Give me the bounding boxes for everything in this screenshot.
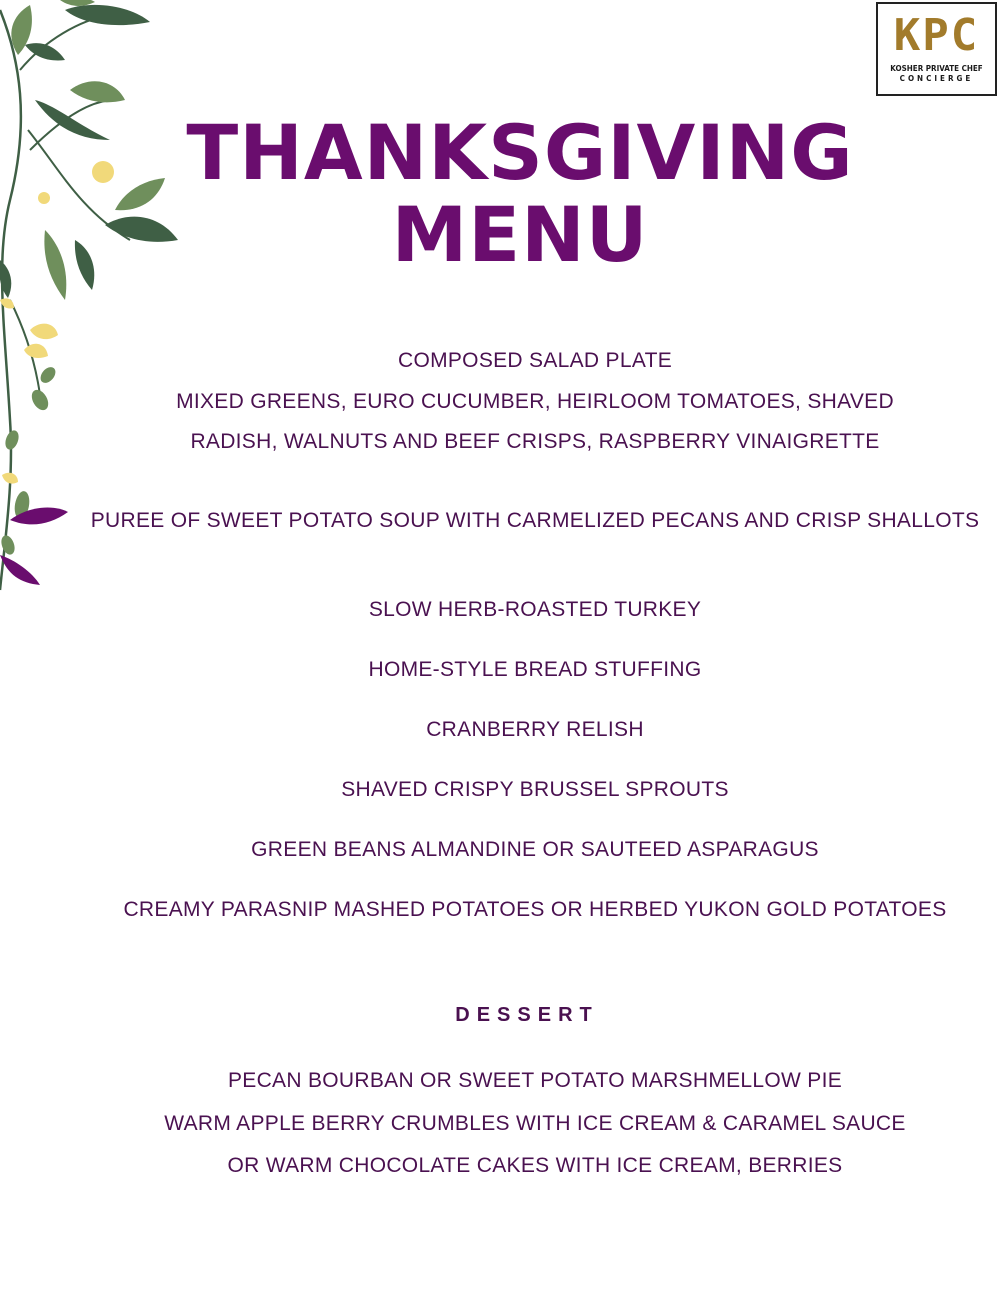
- soup-item: PUREE OF SWEET POTATO SOUP WITH CARMELIZED PECANS AND CRISP SHALLOTS: [90, 509, 980, 532]
- logo-mark: KPC: [893, 10, 980, 61]
- page-title-line-2: MENU: [391, 190, 649, 279]
- dessert-item-pie: PECAN BOURBAN OR SWEET POTATO MARSHMELLOW PIE: [227, 1069, 843, 1092]
- logo-subtitle: KOSHER PRIVATE CHEF: [890, 64, 983, 73]
- logo-subtitle-2: CONCIERGE: [899, 74, 974, 83]
- menu-item-turkey: SLOW HERB-ROASTED TURKEY: [368, 598, 702, 621]
- salad-description-line-1: MIXED GREENS, EURO CUCUMBER, HEIRLOOM TOMATOES, SHAVED: [176, 390, 894, 413]
- menu-item-green-beans: GREEN BEANS ALMANDINE OR SAUTEED ASPARAGUS: [251, 838, 819, 861]
- menu-item-stuffing: HOME-STYLE BREAD STUFFING: [368, 658, 702, 681]
- menu-item-potatoes: CREAMY PARASNIP MASHED POTATOES OR HERBED YUKON GOLD POTATOES: [123, 898, 947, 921]
- menu-item-brussel-sprouts: SHAVED CRISPY BRUSSEL SPROUTS: [341, 778, 729, 801]
- page-title-line-1: THANKSGIVING: [186, 108, 854, 197]
- menu-item-cranberry: CRANBERRY RELISH: [426, 718, 644, 741]
- dessert-item-chocolate-cakes: OR WARM CHOCOLATE CAKES WITH ICE CREAM, BERRIES: [227, 1154, 843, 1177]
- salad-description-line-2: RADISH, WALNUTS AND BEEF CRISPS, RASPBERRY VINAIGRETTE: [190, 430, 880, 453]
- logo: [876, 2, 997, 96]
- dessert-heading: DESSERT: [455, 1004, 599, 1026]
- dessert-item-crumbles: WARM APPLE BERRY CRUMBLES WITH ICE CREAM & CARAMEL SAUCE: [164, 1112, 906, 1135]
- salad-title: COMPOSED SALAD PLATE: [397, 349, 673, 372]
